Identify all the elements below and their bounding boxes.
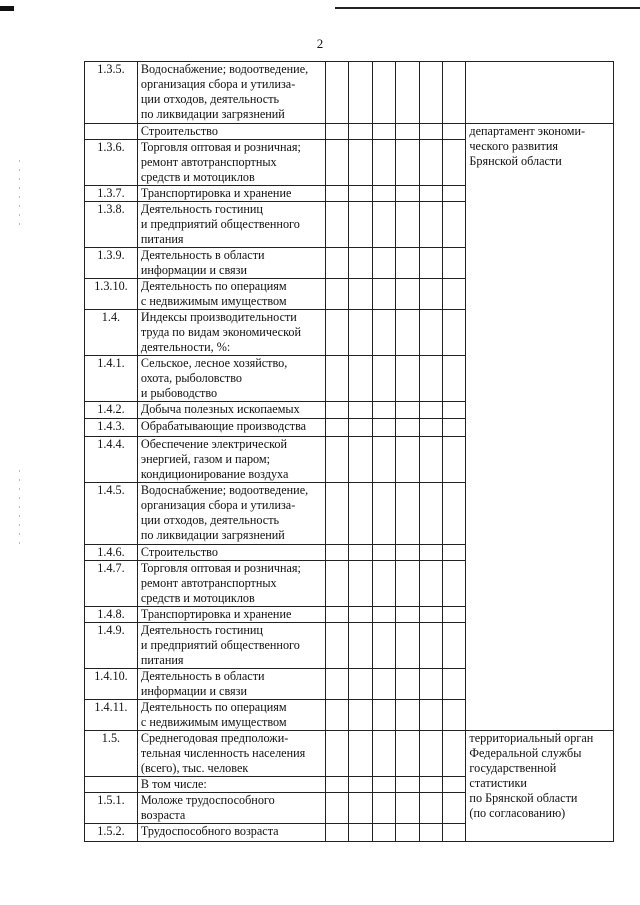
value-cell [326, 824, 349, 842]
value-cell [443, 669, 466, 700]
value-cell [326, 202, 349, 248]
value-cell [419, 419, 442, 437]
indicator-cell [137, 124, 325, 140]
value-cell [419, 279, 442, 310]
value-cell [326, 356, 349, 402]
value-cell [419, 623, 442, 669]
value-cell [349, 669, 372, 700]
row-number: 1.3.10. [85, 279, 138, 310]
row-number: 1.4.6. [85, 545, 138, 561]
value-cell [326, 607, 349, 623]
value-cell [419, 248, 442, 279]
value-cell [443, 140, 466, 186]
value-cell [372, 419, 395, 437]
value-cell [349, 248, 372, 279]
indicator-cell [137, 279, 325, 310]
indicator-label: Строительство [140, 124, 218, 138]
scan-dots [19, 470, 20, 550]
row-number: 1.3.8. [85, 202, 138, 248]
indicator-label: Торговля оптовая и розничная; ремонт автотранспортных средств и мотоциклов [140, 561, 301, 605]
value-cell [372, 561, 395, 607]
value-cell [419, 437, 442, 483]
row-number: 1.3.6. [85, 140, 138, 186]
value-cell [419, 824, 442, 842]
page-number: 2 [316, 36, 324, 51]
value-cell [372, 140, 395, 186]
value-cell [443, 824, 466, 842]
value-cell [419, 607, 442, 623]
value-cell [396, 124, 419, 140]
value-cell [419, 793, 442, 824]
value-cell [396, 777, 419, 793]
value-cell [419, 700, 442, 731]
value-cell [396, 623, 419, 669]
table-row [85, 124, 614, 140]
value-cell [443, 124, 466, 140]
value-cell [326, 700, 349, 731]
value-cell [349, 140, 372, 186]
responsible-cell-empty [466, 62, 614, 124]
value-cell [372, 669, 395, 700]
scan-dots [19, 160, 20, 230]
value-cell [349, 356, 372, 402]
row-number: 1.4.2. [85, 402, 138, 419]
value-cell [372, 356, 395, 402]
scan-mark [0, 6, 14, 11]
value-cell [349, 824, 372, 842]
value-cell [326, 62, 349, 124]
value-cell [326, 731, 349, 777]
value-cell [443, 62, 466, 124]
indicator-cell [137, 437, 325, 483]
value-cell [326, 623, 349, 669]
indicator-label: Деятельность в области информации и связи [140, 669, 265, 698]
value-cell [349, 279, 372, 310]
value-cell [419, 731, 442, 777]
value-cell [372, 545, 395, 561]
value-cell [419, 186, 442, 202]
value-cell [396, 202, 419, 248]
value-cell [372, 777, 395, 793]
indicator-label: Деятельность гостиниц и предприятий общественного питания [140, 202, 300, 246]
value-cell [396, 824, 419, 842]
row-number: 1.3.7. [85, 186, 138, 202]
value-cell [396, 186, 419, 202]
value-cell [419, 669, 442, 700]
value-cell [443, 402, 466, 419]
value-cell [396, 731, 419, 777]
indicator-label: Водоснабжение; водоотведение, организация сбора и утилиза- ции отходов, деятельность по ликвидации загрязнений [140, 483, 309, 542]
value-cell [443, 248, 466, 279]
indicator-cell [137, 62, 325, 124]
value-cell [396, 279, 419, 310]
value-cell [349, 607, 372, 623]
value-cell [372, 483, 395, 545]
value-cell [372, 731, 395, 777]
indicator-label: Добыча полезных ископаемых [140, 402, 300, 416]
value-cell [372, 186, 395, 202]
value-cell [396, 669, 419, 700]
row-number: 1.4.1. [85, 356, 138, 402]
value-cell [443, 310, 466, 356]
indicator-cell [137, 700, 325, 731]
value-cell [419, 124, 442, 140]
value-cell [349, 437, 372, 483]
indicator-cell [137, 140, 325, 186]
indicator-label: Среднегодовая предположи- тельная численность населения (всего), тыс. человек [140, 731, 306, 775]
indicator-cell [137, 402, 325, 419]
value-cell [443, 607, 466, 623]
row-number: 1.4.5. [85, 483, 138, 545]
indicator-label: Сельское, лесное хозяйство, охота, рыболовство и рыбоводство [140, 356, 288, 400]
value-cell [372, 202, 395, 248]
value-cell [419, 140, 442, 186]
value-cell [419, 402, 442, 419]
value-cell [349, 731, 372, 777]
indicator-cell [137, 186, 325, 202]
value-cell [396, 561, 419, 607]
value-cell [396, 310, 419, 356]
indicator-cell [137, 202, 325, 248]
value-cell [372, 700, 395, 731]
indicator-cell [137, 793, 325, 824]
indicator-cell [137, 483, 325, 545]
indicator-label: Трудоспособного возраста [140, 824, 279, 838]
value-cell [396, 545, 419, 561]
value-cell [326, 669, 349, 700]
value-cell [419, 545, 442, 561]
indicator-cell [137, 777, 325, 793]
value-cell [372, 310, 395, 356]
value-cell [396, 793, 419, 824]
responsible-cell [466, 124, 614, 731]
value-cell [326, 402, 349, 419]
row-number: 1.4.9. [85, 623, 138, 669]
value-cell [372, 824, 395, 842]
row-number: 1.3.5. [85, 62, 138, 124]
value-cell [326, 545, 349, 561]
value-cell [443, 777, 466, 793]
indicator-label: Торговля оптовая и розничная; ремонт автотранспортных средств и мотоциклов [140, 140, 301, 184]
value-cell [349, 793, 372, 824]
value-cell [396, 419, 419, 437]
indicator-cell [137, 607, 325, 623]
value-cell [349, 310, 372, 356]
value-cell [396, 607, 419, 623]
row-number: 1.4.7. [85, 561, 138, 607]
indicator-cell [137, 356, 325, 402]
value-cell [396, 356, 419, 402]
indicator-label: Деятельность по операциям с недвижимым имуществом [140, 279, 287, 308]
responsible-executor: территориальный орган Федеральной службы государственной статистики по Брянской области (по согласованию) [469, 731, 594, 820]
indicator-label: Индексы производительности труда по видам экономической деятельности, %: [140, 310, 302, 354]
value-cell [419, 561, 442, 607]
value-cell [326, 140, 349, 186]
value-cell [443, 561, 466, 607]
value-cell [396, 483, 419, 545]
indicator-cell [137, 561, 325, 607]
value-cell [372, 124, 395, 140]
value-cell [419, 777, 442, 793]
value-cell [419, 202, 442, 248]
value-cell [326, 777, 349, 793]
value-cell [326, 279, 349, 310]
value-cell [349, 561, 372, 607]
value-cell [349, 62, 372, 124]
indicator-label: В том числе: [140, 777, 207, 791]
indicator-label: Деятельность по операциям с недвижимым имуществом [140, 700, 287, 729]
value-cell [443, 356, 466, 402]
value-cell [326, 561, 349, 607]
indicators-table [84, 61, 614, 842]
table-row [85, 62, 614, 124]
value-cell [419, 483, 442, 545]
value-cell [443, 545, 466, 561]
indicator-cell [137, 419, 325, 437]
row-number [85, 124, 138, 140]
value-cell [372, 248, 395, 279]
value-cell [443, 186, 466, 202]
value-cell [349, 483, 372, 545]
row-number: 1.4.4. [85, 437, 138, 483]
indicator-cell [137, 310, 325, 356]
value-cell [443, 279, 466, 310]
row-number: 1.5.1. [85, 793, 138, 824]
value-cell [326, 419, 349, 437]
value-cell [349, 700, 372, 731]
indicator-cell [137, 545, 325, 561]
value-cell [326, 186, 349, 202]
value-cell [349, 777, 372, 793]
row-number: 1.4.10. [85, 669, 138, 700]
value-cell [443, 700, 466, 731]
row-number: 1.4.8. [85, 607, 138, 623]
value-cell [372, 623, 395, 669]
value-cell [396, 248, 419, 279]
value-cell [443, 202, 466, 248]
table-row [85, 731, 614, 777]
value-cell [349, 419, 372, 437]
indicator-cell [137, 731, 325, 777]
value-cell [349, 202, 372, 248]
value-cell [372, 402, 395, 419]
value-cell [349, 124, 372, 140]
value-cell [419, 310, 442, 356]
value-cell [326, 793, 349, 824]
value-cell [443, 437, 466, 483]
row-number: 1.4.11. [85, 700, 138, 731]
value-cell [349, 186, 372, 202]
value-cell [326, 124, 349, 140]
indicator-cell [137, 669, 325, 700]
value-cell [326, 483, 349, 545]
value-cell [326, 310, 349, 356]
indicator-label: Водоснабжение; водоотведение, организация сбора и утилиза- ции отходов, деятельность по ликвидации загрязнений [140, 62, 309, 121]
indicator-cell [137, 623, 325, 669]
indicator-label: Деятельность в области информации и связи [140, 248, 265, 277]
row-number: 1.3.9. [85, 248, 138, 279]
row-number [85, 777, 138, 793]
indicator-label: Деятельность гостиниц и предприятий общественного питания [140, 623, 300, 667]
indicator-cell [137, 248, 325, 279]
value-cell [443, 419, 466, 437]
value-cell [443, 731, 466, 777]
indicator-label: Транспортировка и хранение [140, 186, 292, 200]
row-number: 1.5. [85, 731, 138, 777]
value-cell [349, 623, 372, 669]
indicator-label: Транспортировка и хранение [140, 607, 292, 621]
responsible-cell [466, 731, 614, 842]
value-cell [396, 62, 419, 124]
scan-line [335, 7, 640, 9]
value-cell [349, 545, 372, 561]
indicator-label: Обрабатывающие производства [140, 419, 307, 433]
value-cell [396, 700, 419, 731]
indicator-label: Обеспечение электрической энергией, газом и паром; кондиционирование воздуха [140, 437, 289, 481]
value-cell [396, 140, 419, 186]
row-number: 1.4. [85, 310, 138, 356]
value-cell [372, 279, 395, 310]
value-cell [372, 437, 395, 483]
value-cell [443, 623, 466, 669]
value-cell [372, 793, 395, 824]
row-number: 1.5.2. [85, 824, 138, 842]
row-number: 1.4.3. [85, 419, 138, 437]
value-cell [396, 437, 419, 483]
indicator-cell [137, 824, 325, 842]
value-cell [443, 483, 466, 545]
value-cell [372, 62, 395, 124]
value-cell [419, 62, 442, 124]
value-cell [372, 607, 395, 623]
value-cell [396, 402, 419, 419]
value-cell [326, 248, 349, 279]
indicator-label: Строительство [140, 545, 218, 559]
value-cell [419, 356, 442, 402]
responsible-executor: департамент экономи- ческого развития Брянской области [469, 124, 586, 168]
value-cell [326, 437, 349, 483]
indicator-label: Моложе трудоспособного возраста [140, 793, 275, 822]
value-cell [349, 402, 372, 419]
value-cell [443, 793, 466, 824]
